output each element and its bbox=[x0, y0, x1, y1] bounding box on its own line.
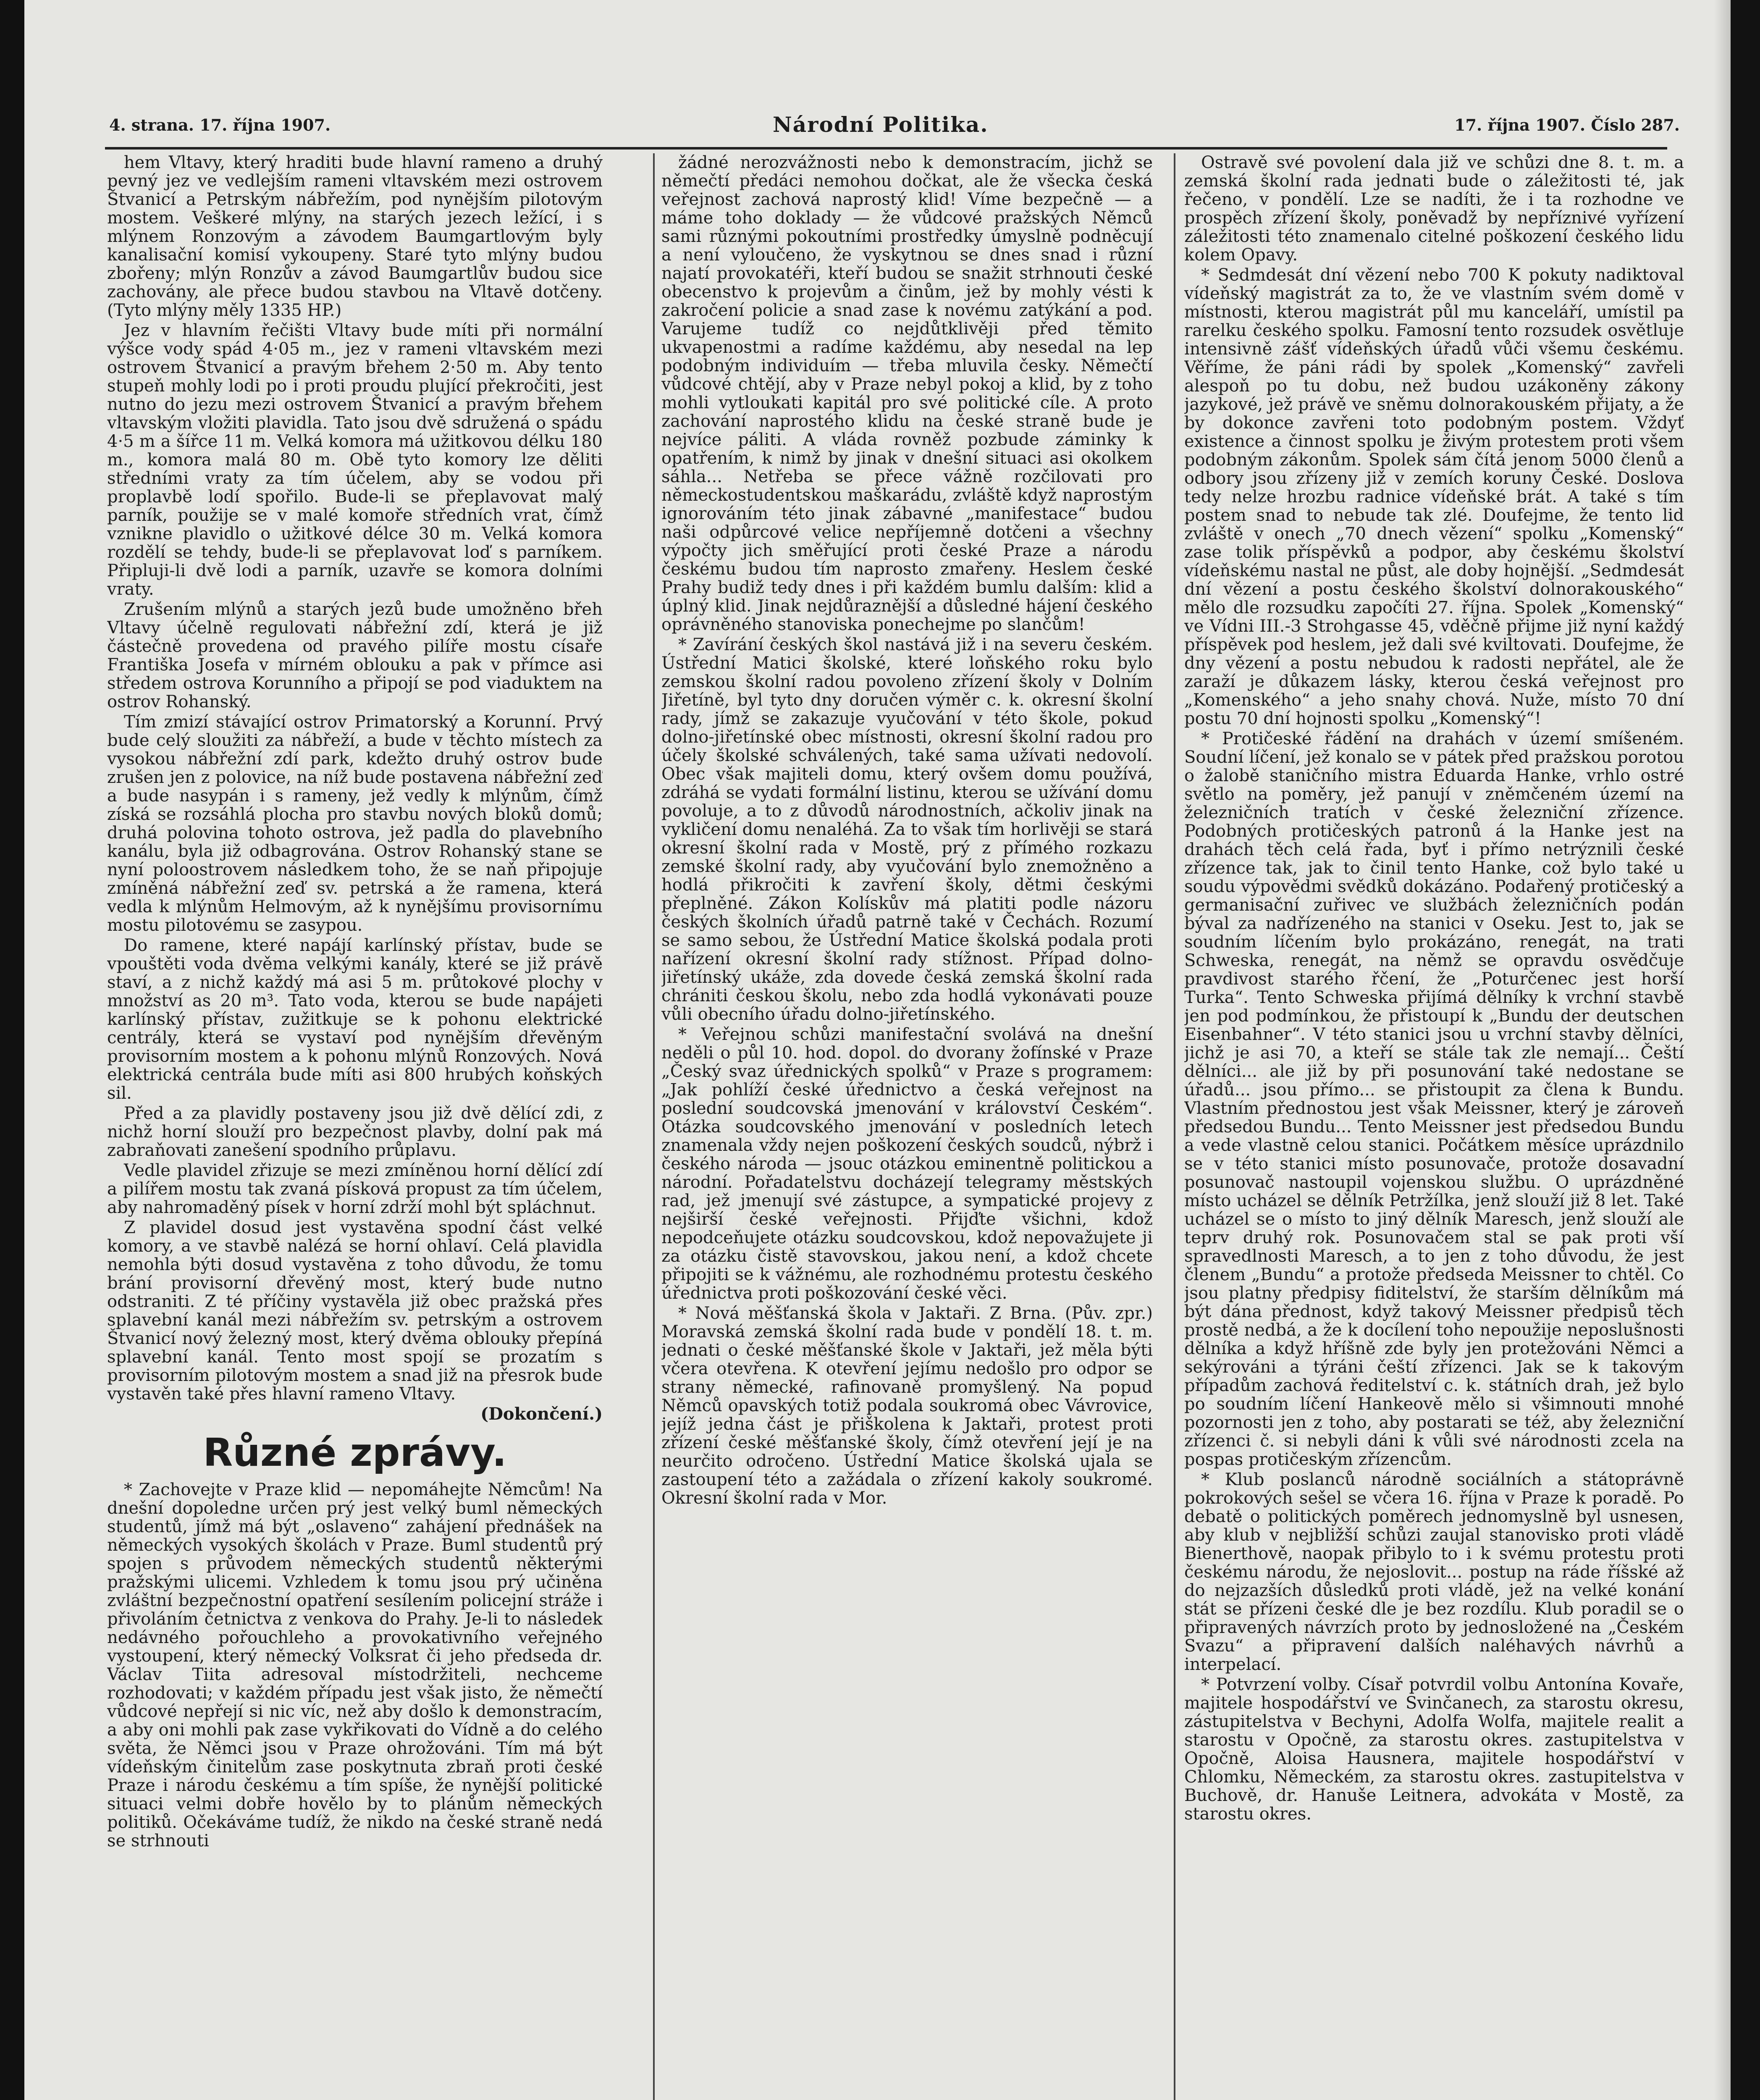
scan-border-left bbox=[0, 0, 24, 2100]
column-divider-2 bbox=[1174, 153, 1175, 2100]
column-1 bbox=[107, 153, 603, 2100]
column-3 bbox=[1184, 153, 1684, 2100]
continuation-note: (Dokončení.) bbox=[480, 1404, 603, 1424]
news-item: * Zachovejte v Praze klid — nepomáhejte Němcům! Na dnešní dopoledne určen prý jest velký buml německých studentů, jímž má být „oslaveno“ zahájení přednášek na německých vysokých školách v Praze. Buml studentů prý spojen s průvodem německých studentů některými pražskými ulicemi. Vzhledem k tomu jsou prý učiněna zvláštní bezpečnostní opatření sesílením policejní stráže i přivoláním četnictva z venkova do Prahy. Je-li to následek nedávného pořouchleho a provokativního veřejného vystoupení, který německý Volksrat či jeho předseda dr. Václav Tiita adresoval místodržiteli, nechceme rozhodovati; v každém případu jest však jisto, že němečtí vůdcové nepřejí si nic víc, než aby došlo k demonstracím, a aby oni mohli pak zase vykřikovati do Vídně a do celého světa, že Němci jsou v Praze ohrožováni. Tím má být vídeňským činitelům zase poskytnuta zbraň proti české Praze i národu českému a tím spíše, že nynější politické situaci velmi dobře hovělo by to plánům německých politiků. Očekáváme tudíž, že nikdo na české straně nedá se strhnouti bbox=[107, 1480, 603, 1851]
article-paragraph: Před a za plavidly postaveny jsou již dvě dělící zdi, z nichž horní slouží pro bezpečnost plavby, dolní pak má zabraňovati zanešení spodního průplavu. bbox=[107, 1104, 603, 1160]
article-paragraph: Vedle plavidel zřizuje se mezi zmíněnou horní dělící zdí a pilířem mostu tak zvaná písková propust za tím účelem, aby nahromaděný písek v horní zdrží mohl být spláchnut. bbox=[107, 1161, 603, 1217]
article-paragraph: Zrušením mlýnů a starých jezů bude umožněno břeh Vltavy účelně regulovati nábřežní zdí, která je již částečně provedena od pravého pilíře mostu císaře Františka Josefa v mírném oblouku a pak v přímce asi středem ostrova Korunního a připojí se pod viaduktem na ostrov Rohanský. bbox=[107, 600, 603, 711]
news-item: * Potvrzení volby. Císař potvrdil volbu Antonína Kovaře, majitele hospodářství ve Svinčanech, za starostu okresu, zástupitelstva v Bechyni, Adolfa Wolfa, majitele realit a starostu v Opočně, za starostu okres. zastupitelstva v Opočně, Aloisa Hausnera, majitele hospodářství v Chlomku, Německém, za starostu okres. zastupitelstva v Buchově, dr. Hanuše Leitnera, advokáta v Mostě, za starostu okres. bbox=[1184, 1675, 1684, 1824]
column-2 bbox=[661, 153, 1153, 2100]
article-paragraph: hem Vltavy, který hraditi bude hlavní rameno a druhý pevný jez ve vedlejším rameni vltavském mezi ostrovem Štvanicí a Petrským nábřežím, pod nynějším pilotovým mostem. Veškeré mlýny, na starých jezech ležící, i s mlýnem Ronzovým a závodem Baumgartlovým byly kanalisační komisí vykoupeny. Staré tyto mlýny budou zbořeny; mlýn Ronzův a závod Baumgartlův budou sice zachovány, ale přece budou stavbou na Vltavě dotčeny. (Tyto mlýny měly 1335 HP.) bbox=[107, 153, 603, 320]
news-item: * Klub poslanců národně sociálních a státoprávně pokrokových sešel se včera 16. října v Praze k poradě. Po debatě o politických poměrech jednomyslně byl usnesen, aby klub v nejbližší schůzi zaujal stanovisko proti vládě Bienerthově, naopak přibylo to i k svému protestu proti českému národu, že nejoslovit... postup na ráde říšské až do nejzazších důsledků proti vládě, jež na velké konání stát se přízeni české dle je bez rozdílu. Klub poradil se o připravených návrzích proto by jednosložené na „Českém Svazu“ a připravení dalších naléhavých návrhů a interpelací. bbox=[1184, 1470, 1684, 1674]
article-paragraph: Jez v hlavním řečišti Vltavy bude míti při normální výšce vody spád 4·05 m., jez v rameni vltavském mezi ostrovem Štvanicí a pravým břehem 2·50 m. Aby tento stupeň mohly lodi po i proti proudu plující překročiti, jest nutno do jezu mezi ostrovem Štvanicí a pravým břehem vltavským vložiti plavidla. Tato jsou dvě sdružená o spádu 4·5 m a šířce 11 m. Velká komora má užitkovou délku 180 m., komora malá 80 m. Obě tyto komory lze děliti středními vraty za tím účelem, aby se vodou při proplavbě lodí spořilo. Bude-li se přeplavovat malý parník, použije se v malé komoře středních vrat, čímž vznikne plavidlo o užitkové délce 30 m. Velká komora rozdělí se tehdy, bude-li se přeplavovat loď s parníkem. Připluji-li dvě lodi a parník, uzavře se komora dolními vraty. bbox=[107, 321, 603, 599]
news-item: * Nová měšťanská škola v Jaktaři. Z Brna. (Pův. zpr.) Moravská zemská školní rada bude v pondělí 18. t. m. jednati o české měšťanské škole v Jaktaři, jež měla býti včera otevřena. K otevření jejímu nedošlo pro odpor se strany německé, rafinovaně promyšlený. Na popud Němců opavských totiž podala soukromá obec Vávrovice, jejíž jedna část je přiškolena k Jaktaři, protest proti zřízení české měšťanské školy, čímž otevření její je na neurčito odročeno. Ústřední Matice školská ujala se zastoupení této a zažádala o zřízení kakoly soukromé. Okresní školní rada v Mor. bbox=[661, 1304, 1153, 1508]
scan-shadow bbox=[1714, 0, 1731, 2100]
article-paragraph: Do ramene, které napájí karlínský přístav, bude se vpouštěti voda dvěma velkými kanály, které se již právě staví, a z nichž každý má asi 5 m. průtokové plochy v množství as 20 m³. Tato voda, kterou se bude napájeti karlínský přístav, zužitkuje se k pohonu elektrické centrály, která se vystaví pod nynějším dřevěným provisorním mostem a k pohonu mlýnů Ronzových. Nová elektrická centrála bude míti asi 800 hrubých koňských sil. bbox=[107, 936, 603, 1103]
masthead-title: Národní Politika. bbox=[773, 112, 989, 137]
section-heading: Různé zprávy. bbox=[203, 1430, 507, 1475]
news-item: * Zavírání českých škol nastává již i na severu českém. Ústřední Matici školské, které loňského roku bylo zemskou školní radou povoleno zřízení školy v Dolním Jiřetíně, byl tyto dny doručen výměr c. k. okresní školní rady, jímž se zakazuje vyučování v této škole, pokud dolno-jiřetínské obec místnosti, okresní školní radou pro účely školské schválených, také sama užívati nedovolí. Obec však majiteli domu, který ovšem domu používá, zdráhá se vydati formální listinu, kterou se užívání domu povoluje, a to z důvodů národnostních, ačkoliv jinak na vykličení domu nenaléhá. Za to však tím horlivěji se stará okresní školní rada v Mostě, prý z přímého rozkazu zemské školní rady, aby vyučování bylo znemožněno a hodlá přikročiti k zavření školy, dětmi českými přeplněné. Zákon Kolískův má platiti podle názoru českých školních úřadů patrně také v Čechách. Rozumí se samo sebou, že Ústřední Matice školská podala proti nařízení okresní školní rady stížnost. Případ dolno-jiřetínský ukáže, zda dovede česká zemská školní rada chrániti českou školu, nebo zda hodlá vykonávati pouze vůli obecního úřadu dolno-jiřetínského. bbox=[661, 635, 1153, 1024]
news-item: * Protičeské řádění na drahách v území smíšeném. Soudní líčení, jež konalo se v pátek před pražskou porotou o žalobě staničního mistra Eduarda Hanke, vrhlo ostré světlo na poměry, jež panují v zněmčeném území na železničních tratích v české železniční zřízence. Podobných protičeských patronů á la Hanke jest na drahách těch celá řada, byť i přímo netrýznili české zřízence tak, jak to činil tento Hanke, což bylo také u soudu výpovědmi svědků dokázáno. Podařený protičeský a germanisační zuřivec ve službách železničních podán býval za nadřízeného na stanici v Oseku. Jest to, jak se soudním líčením bylo prokázáno, renegát, na trati Schweska, renegát, na němž se opravdu osvědčuje pravdivost starého řčení, že „Poturčenec jest horší Turka“. Tento Schweska přijímá dělníky k vrchní stavbě jen pod podmínkou, že přistoupí k „Bundu der deutschen Eisenbahner“. V této stanici jsou u vrchní stavby dělníci, jichž je asi 70, a kteří se stále tak zle nemají... Čeští dělníci... ale již by při posunování také nedostane se úřadů... jsou přímo... se přistoupit za člena k Bundu. Vlastním přednostou jest však Meissner, který je zároveň předsedou Bundu... Tento Meissner jest předsedou Bundu a vede vlastně celou stanici. Počátkem měsíce uprázdnilo se v této stanici místo posunovače, protože dosavadní posunovač nastoupil vojenskou službu. O uprázdněné místo ucházel se dělník Petržílka, jenž slouží již 8 let. Také ucházel se o místo to jiný dělník Maresch, jenž slouží ale teprv druhý rok. Posunovačem stal se pak proti vší spravedlnosti Maresch, a to jen z toho důvodu, že jest členem „Bundu“ a protože předseda Meissner to chtěl. Co jsou platny předpisy fiditelství, že starším dělníkům má být dána přednost, když takový Meissner předpisů těch prostě nedbá, a že k docílení toho nepoužije neposlušnosti dělníka a když hříšně zde byly jen protežováni Němci a sekýrováni a týráni čeští zřízenci. Jak se k takovým případům zachová ředitelství c. k. státních drah, jež bylo po soudním líčení Hankeově mělo si všimnouti mnohé pozornosti jen z toho, aby postarati se též, aby železniční zřízenci č. si nebyli dáni k vůli své národnosti zcela na pospas protičeským zřízencům. bbox=[1184, 729, 1684, 1469]
article-paragraph: Tím zmizí stávající ostrov Primatorský a Korunní. Prvý bude celý sloužiti za nábřeží, a bude v těchto místech za vysokou nábřežní zdí park, kdežto druhý ostrov bude zrušen jen z polovice, na níž bude postavena nábřežní zeď a bude nasypán i s rameny, jež vedly k mlýnům, čímž získá se rozsáhlá plocha pro stavbu nových bloků domů; druhá polovina tohoto ostrova, jež padla do plavebního kanálu, byla již odbagrována. Ostrov Rohanský stane se nyní poloostrovem následkem toho, že se naň připojuje zmíněná nábřežní zeď sv. petrská a že ramena, která vedla k mlýnům Helmovým, až k nynějšímu provisornímu mostu pilotovému se zasypou. bbox=[107, 712, 603, 935]
header-issue-right: 17. října 1907. Číslo 287. bbox=[1454, 116, 1680, 134]
header-date-left: 4. strana. 17. října 1907. bbox=[109, 116, 331, 134]
article-paragraph: Z plavidel dosud jest vystavěna spodní část velké komory, a ve stavbě nalézá se horní ohlaví. Celá plavidla nemohla býti dosud vystavěna z toho důvodu, že tomu brání provisorní dřevěný most, který bude nutno odstraniti. Z té příčiny vystavěla již obec pražská přes splavební kanál mezi nábřežím sv. petrským a ostrovem Štvanicí nový železný most, který dvěma oblouky přepíná splavební kanál. Tento most spojí se prozatím s provisorním pilotovým mostem a snad již na přesrok bude vystavěn také přes hlavní rameno Vltavy. bbox=[107, 1218, 603, 1404]
scan-border-right bbox=[1731, 0, 1760, 2100]
news-item: * Sedmdesát dní vězení nebo 700 K pokuty nadiktoval vídeňský magistrát za to, že ve vlastním svém domě v místnosti, kterou magistrát půl mu kanceláří, umístil pa rarelku českého spolku. Famosní tento rozsudek osvětluje intensivně zášť vídeňských úřadů vůči všemu českému. Věříme, že páni rádi by spolek „Komenský“ zavřeli alespoň po tu dobu, než budou uzákoněny zákony jazykové, jež právě ve sněmu dolnorakouském přijaty, a že by dokonce zavřeni toto podobným postem. Vždyť existence a činnost spolku je živým protestem proti všem podobným zákonům. Spolek sám čítá jenom 5000 členů a odbory jsou zřízeny již v zemích koruny České. Doslova tedy nelze hrozbu radnice vídeňské brát. A také s tím postem snad to nebude tak zlé. Doufejme, že tento lid zvláště v onech „70 dnech vězení“ spolku „Komenský“ zase tolik příspěvků a podpor, aby českému školství vídeňskému nastal ne půst, ale doby hojnější. „Sedmdesát dní vězení a postu českého školství dolnorakouského“ mělo dle rozsudku započíti 27. října. Spolek „Komenský“ ve Vídni III.-3 Strohgasse 45, vděčně přijme již nyní každý příspěvek pod heslem, jež dali své kviltovati. Doufejme, že dny vězení a postu nebudou k radosti nepřátel, ale že zaraží je důkazem lásky, kterou česká veřejnost pro „Komenského“ a jeho snahy chová. Nuže, místo 70 dní postu 70 dní hojnosti spolku „Komenský“! bbox=[1184, 265, 1684, 728]
page-header bbox=[109, 107, 1680, 141]
column-divider-1 bbox=[653, 153, 655, 2100]
news-item: Ostravě své povolení dala již ve schůzi dne 8. t. m. a zemská školní rada jednati bude o záležitosti té, jak řečeno, v pondělí. Lze se nadíti, že i ta rozhodne ve prospěch zřízení školy, poněvadž by nepříznivé vyřízení záležitosti této znamenalo citelné poškození českého lidu kolem Opavy. bbox=[1184, 153, 1684, 265]
header-rule bbox=[105, 147, 1667, 150]
news-item: žádné nerozvážnosti nebo k demonstracím, jichž se němečtí předáci nemohou dočkat, ale že všecka česká veřejnost zachová naprostý klid! Víme bezpečně — a máme toho doklady — že vůdcové pražských Němců sami různými pokoutními prostředky úmyslně podněcují a není vyloučeno, že vyskytnou se dnes snad i různí najatí provokatéři, kteří budou se snažit strhnouti české obecenstvo k projevům a činům, jež by mohly vésti k zakročení policie a snad zase k novému zatýkání a pod. Varujeme tudíž co nejdůtklivěji před těmito ukvapenostmi a radíme každému, aby nesedal na lep podobným individuím — třeba mluvila česky. Němečtí vůdcové chtějí, aby v Praze nebyl pokoj a klid, by z toho mohli vytloukati kapitál pro své politické cíle. A proto zachování naprostého klidu na české straně bude je nejvíce páliti. A vláda rovněž pozbude záminky k opatřením, k nimž by jinak v dnešní situaci asi okolkem sáhla... Netřeba se přece vážně rozčilovati pro německostudentskou maškarádu, zvláště když naprostým ignorováním této jinak zábavné „manifestace“ budou naši odpůrcové velice nepříjemně dotčeni a všechny výpočty jich směřující proti české Praze a národu českému budou tím naprosto zmařeny. Heslem české Prahy budiž tedy dnes i při každém bumlu dalším: klid a úplný klid. Jinak nejdůraznější a důsledné hájení českého oprávněného stanoviska ponechejme po slančům! bbox=[661, 153, 1153, 634]
news-item: * Veřejnou schůzi manifestační svolává na dnešní neděli o půl 10. hod. dopol. do dvorany žofínské v Praze „Český svaz úřednických spolků“ v Praze s programem: „Jak pohlíží české úřednictvo a česká veřejnost na poslední soudcovská jmenování v království Českém“. Otázka soudcovského jmenování v posledních letech znamenala vždy nejen poškození českých soudců, nýbrž i českého národa — jsouc otázkou eminentně politickou a národní. Pořadatelstvu docházejí telegramy městských rad, jež jmenují své zástupce, a sympatické projevy z nejširší české veřejnosti. Přijďte všichni, kdož nepodceňujete otázku soudcovskou, kdož nepovažujete ji za otázku čistě stavovskou, jakou není, a kdož chcete připojiti se k vážnému, ale rozhodnému protestu českého úřednictva proti poškozování české věci. bbox=[661, 1025, 1153, 1303]
